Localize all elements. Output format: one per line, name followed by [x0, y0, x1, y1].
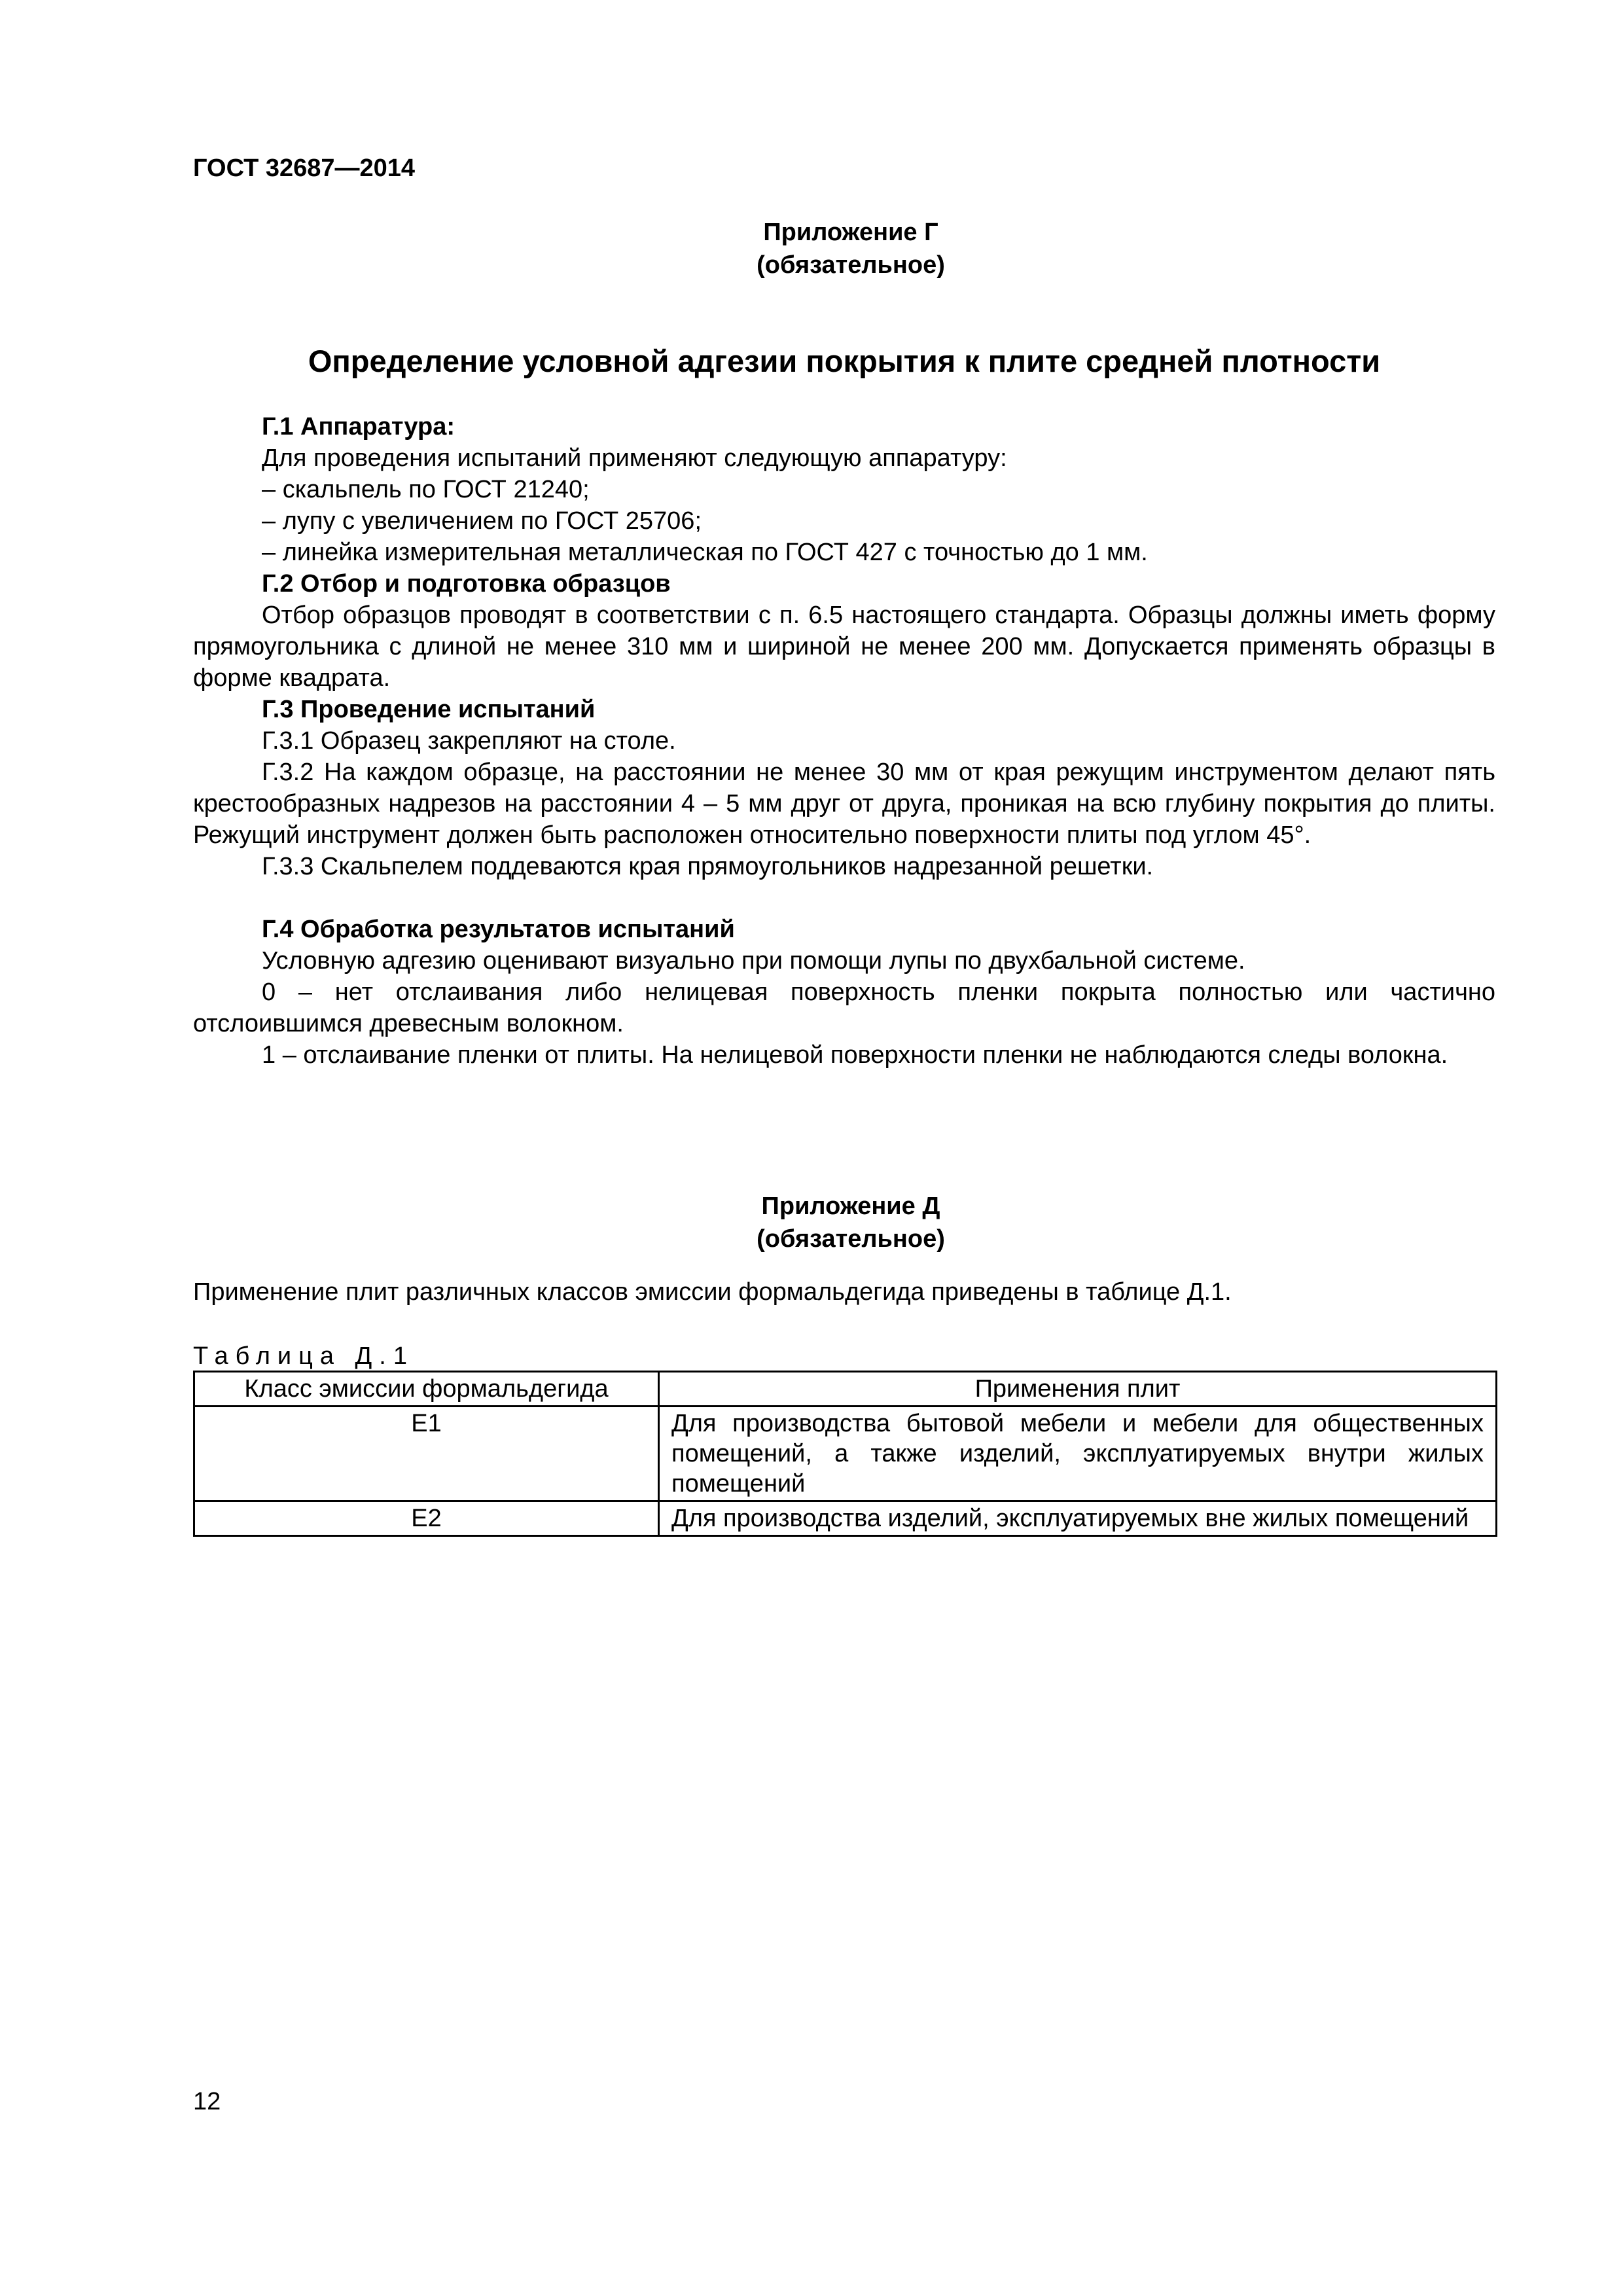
- document-header: ГОСТ 32687—2014: [193, 154, 416, 182]
- section-g1-title: Г.1 Аппаратура:: [262, 413, 455, 440]
- table-cell-application: Для производства бытовой мебели и мебели для общественных помещений, а также изделий, эксплуатируемых внутри жилых помещений: [659, 1407, 1497, 1501]
- section-g4-p1: Условную адгезию оценивают визуально при помощи лупы по двухбальной системе.: [262, 947, 1245, 975]
- appendix-g-body: [193, 411, 1495, 1071]
- section-g2-text: Отбор образцов проводят в соответствии с п. 6.5 настоящего стандарта. Образцы должны иметь форму прямоугольника с длиной не менее 310 мм и шириной не менее 200 мм. Допускается применять образцы в форме квадрата.: [193, 601, 1495, 692]
- table-header-cell: Применения плит: [659, 1372, 1497, 1407]
- appendix-d-intro: Применение плит различных классов эмиссии формальдегида приведены в таблице Д.1.: [193, 1278, 1232, 1306]
- table-header-row: [194, 1372, 1497, 1407]
- section-g4-p2: 0 – нет отслаивания либо нелицевая поверхность пленки покрыта полностью или частично отслоившимся древесным волокном.: [193, 978, 1495, 1037]
- list-item: – лупу с увеличением по ГОСТ 25706;: [262, 507, 702, 535]
- section-g3-p1: Г.3.1 Образец закрепляют на столе.: [262, 727, 676, 755]
- appendix-g-status: (обязательное): [757, 251, 945, 279]
- appendix-g-title: Приложение Г: [763, 219, 938, 246]
- appendix-d-title: Приложение Д: [761, 1193, 940, 1220]
- list-item: – скальпель по ГОСТ 21240;: [262, 476, 590, 503]
- section-g2-title: Г.2 Отбор и подготовка образцов: [262, 570, 671, 598]
- table-cell-application: Для производства изделий, эксплуатируемых вне жилых помещений: [659, 1501, 1497, 1536]
- section-g3-p3: Г.3.3 Скальпелем поддеваются края прямоугольников надрезанной решетки.: [262, 853, 1154, 880]
- section-g4-p3: 1 – отслаивание пленки от плиты. На нелицевой поверхности пленки не наблюдаются следы волокна.: [262, 1041, 1448, 1069]
- emission-table: [193, 1371, 1497, 1537]
- list-item: – линейка измерительная металлическая по ГОСТ 427 с точностью до 1 мм.: [262, 539, 1148, 566]
- section-g1-intro: Для проведения испытаний применяют следующую аппаратуру:: [262, 444, 1007, 472]
- section-g4-title: Г.4 Обработка результатов испытаний: [262, 916, 735, 943]
- page-number: 12: [193, 2088, 221, 2115]
- section-g3-title: Г.3 Проведение испытаний: [262, 696, 596, 723]
- table-cell-class: Е2: [194, 1501, 659, 1536]
- appendix-d-status: (обязательное): [757, 1225, 945, 1253]
- table-header-cell: Класс эмиссии формальдегида: [194, 1372, 659, 1407]
- table-cell-class: Е1: [194, 1407, 659, 1501]
- table-caption: Таблица Д.1: [193, 1342, 414, 1370]
- appendix-g-heading: Определение условной адгезии покрытия к плите средней плотности: [308, 344, 1381, 378]
- table-row: [194, 1407, 1497, 1501]
- table-row: [194, 1501, 1497, 1536]
- section-g3-p2: Г.3.2 На каждом образце, на расстоянии не менее 30 мм от края режущим инструментом делают пять крестообразных надрезов на расстоянии 4 – 5 мм друг от друга, проникая на всю глубину покрытия до плиты. Режущий инструмент должен быть расположен относительно поверхности плиты под углом 45°.: [193, 759, 1495, 849]
- appendix-g-label: [589, 216, 1113, 281]
- appendix-d-label: [589, 1190, 1113, 1255]
